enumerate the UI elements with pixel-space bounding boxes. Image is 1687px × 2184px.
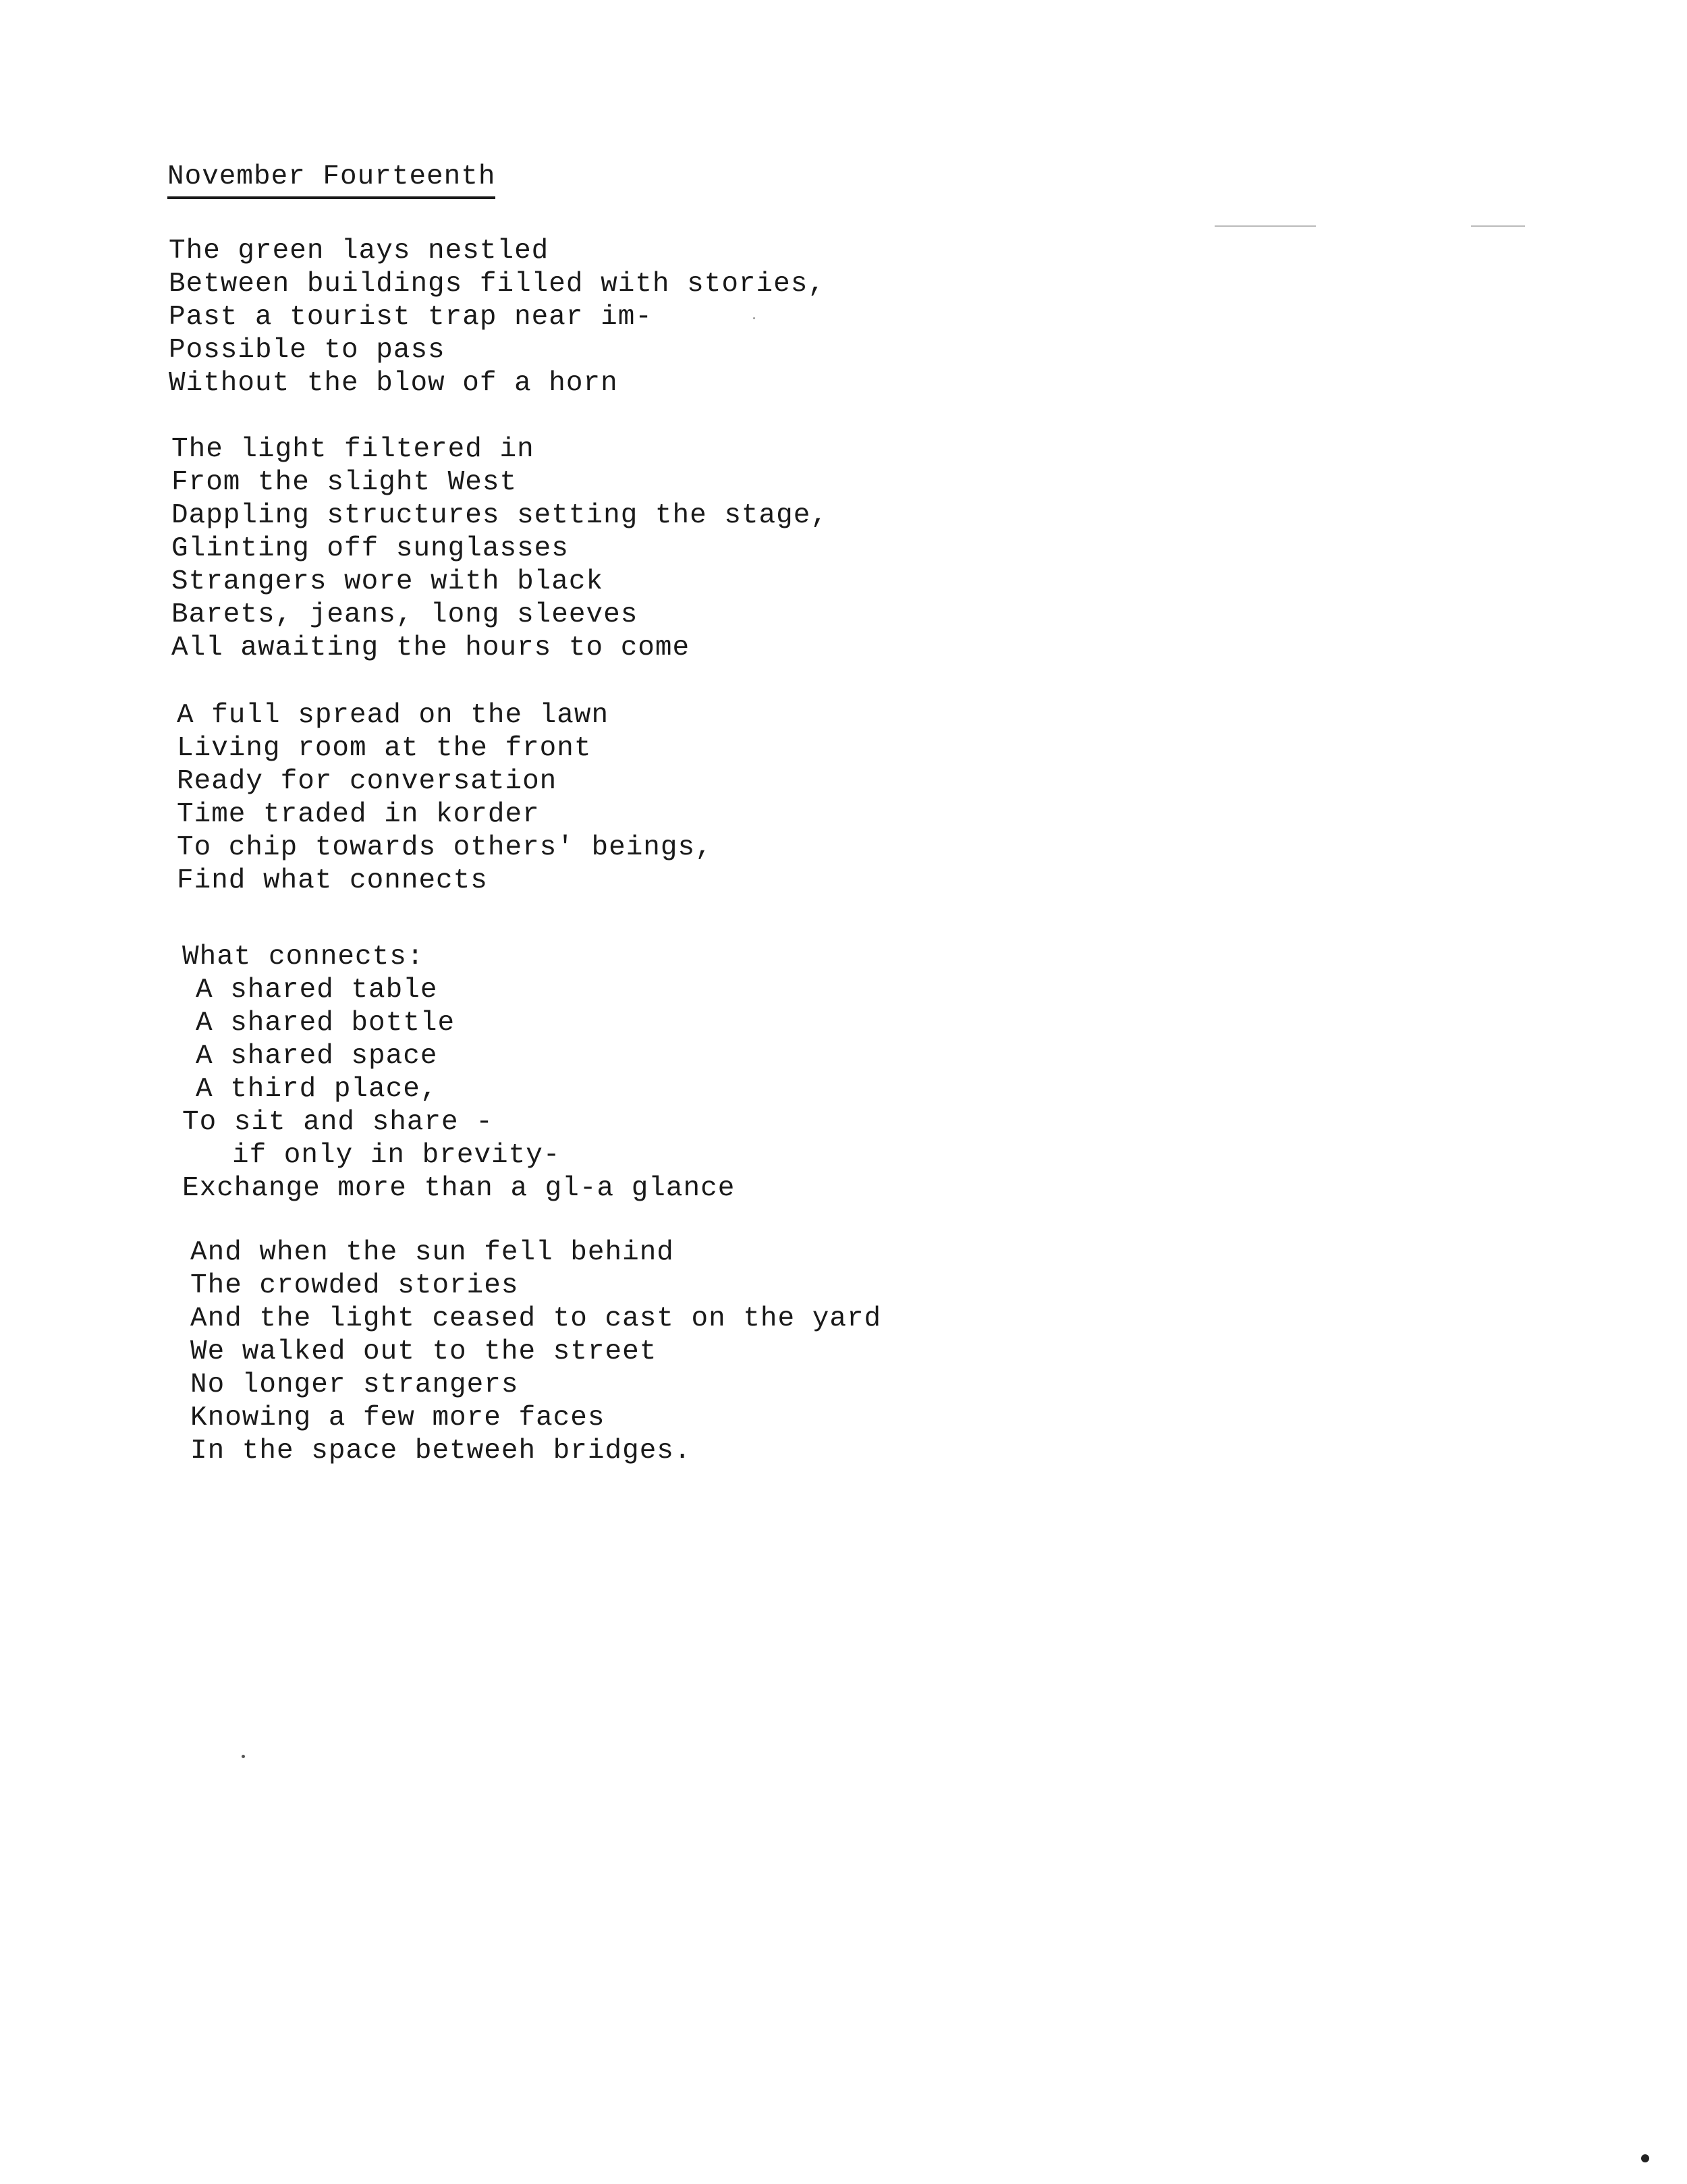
poem-line: Strangers wore with black <box>171 566 604 597</box>
poem-line: A shared bottle <box>196 1008 455 1039</box>
paper-speck <box>753 317 755 319</box>
poem-line: The green lays nestled <box>169 236 549 267</box>
poem-line: Find what connects <box>177 865 488 896</box>
poem-line: From the slight West <box>171 467 518 498</box>
poem-line: A shared table <box>196 975 438 1006</box>
poem-line: Barets, jeans, long sleeves <box>171 599 638 630</box>
poem-line: A full spread on the lawn <box>177 700 609 731</box>
poem-line: Knowing a few more faces <box>190 1402 605 1434</box>
poem-line: Between buildings filled with stories, <box>169 269 825 300</box>
poem-line: Living room at the front <box>177 733 592 764</box>
stanza-5 <box>190 1236 881 1468</box>
paper-speck <box>1641 2154 1649 2162</box>
poem-line: In the space betweeh bridges. <box>190 1436 692 1467</box>
poem-line: Glinting off sunglasses <box>171 533 569 564</box>
poem-line: No longer strangers <box>190 1369 519 1400</box>
poem-line: Possible to pass <box>169 335 445 366</box>
poem-line: And when the sun fell behind <box>190 1237 674 1268</box>
poem-line: Ready for conversation <box>177 766 557 797</box>
poem-line: The crowded stories <box>190 1270 519 1301</box>
paper-speck <box>1471 225 1525 227</box>
poem-line: A shared space <box>196 1041 438 1072</box>
poem-line: Past a tourist trap near im- <box>169 302 653 333</box>
poem-title: November Fourteenth <box>167 162 495 199</box>
poem-line: We walked out to the street <box>190 1336 657 1367</box>
poem-line: And the light ceased to cast on the yard <box>190 1303 882 1334</box>
poem-line: To chip towards others' beings, <box>177 832 713 863</box>
poem-line: A third place, <box>196 1074 438 1105</box>
poem-line: To sit and share - <box>182 1107 493 1138</box>
paper-speck <box>242 1755 245 1758</box>
poem-line: The light filtered in <box>171 434 534 465</box>
paper-speck <box>1215 225 1316 227</box>
poem-line: What connects: <box>182 941 424 973</box>
poem-line: All awaiting the hours to come <box>171 632 690 663</box>
poem-line: Exchange more than a gl-a glance <box>182 1173 736 1204</box>
poem-line: if only in brevity- <box>232 1140 561 1171</box>
poem-line: Dappling structures setting the stage, <box>171 500 828 531</box>
poem-line: Without the blow of a horn <box>169 368 618 399</box>
stanza-4 <box>182 941 735 1205</box>
poem-line: Time traded in korder <box>177 799 540 830</box>
stanza-3 <box>177 699 713 898</box>
stanza-2 <box>171 433 828 665</box>
stanza-1 <box>169 235 825 400</box>
